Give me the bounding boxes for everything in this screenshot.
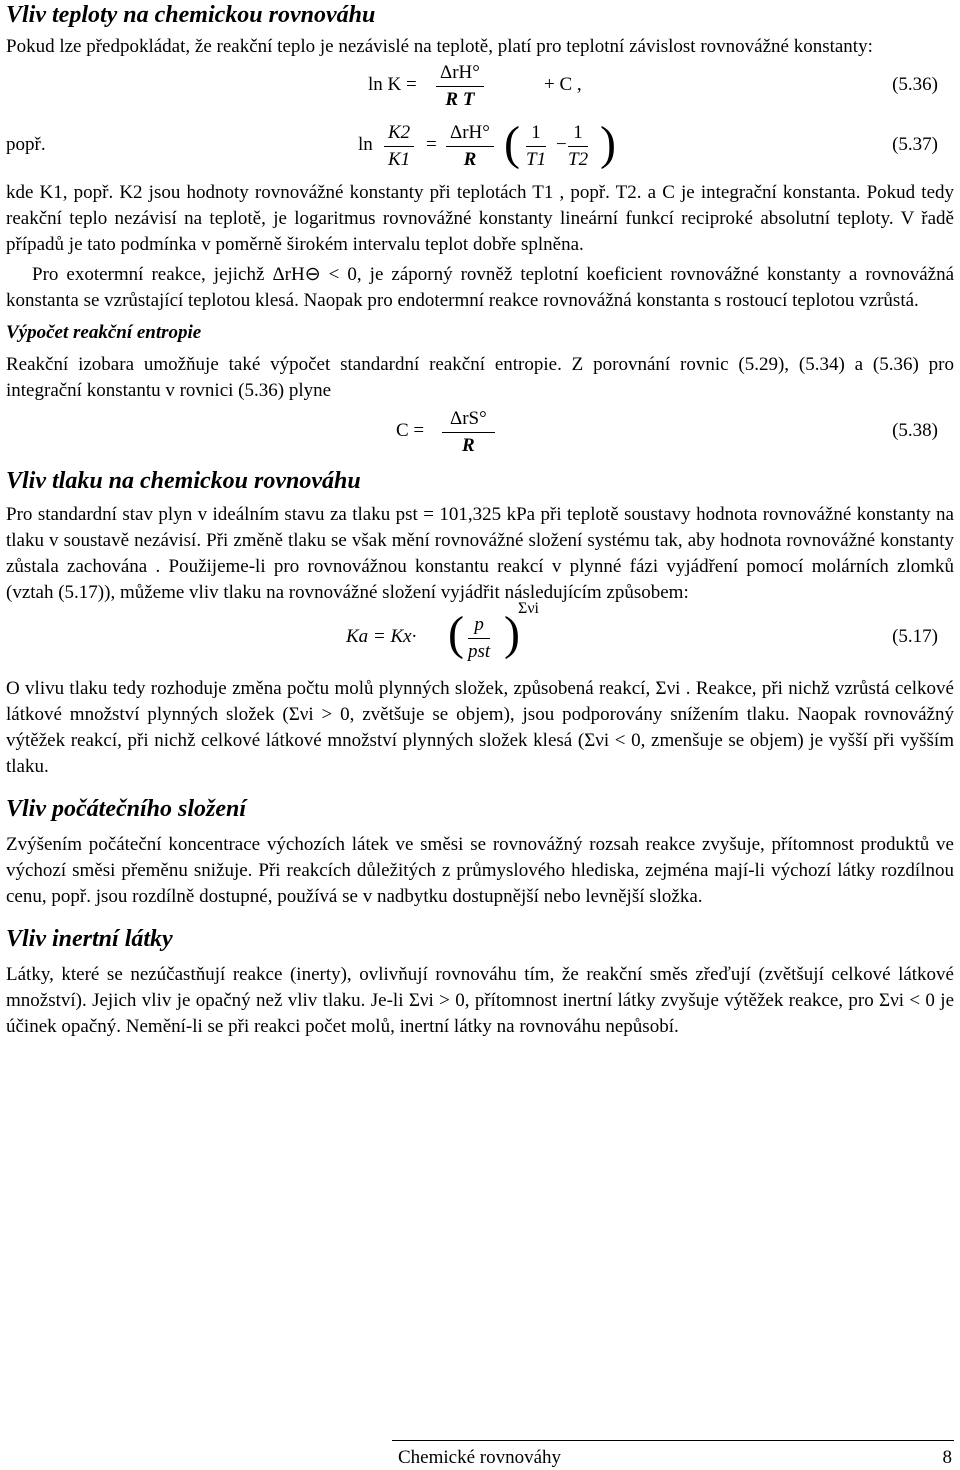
eq17-left-paren: ( [448,607,464,660]
eq17-lhs: Ka = Kx· [346,626,417,647]
eq37-t2-numerator: 1 [568,120,588,147]
eq17-denominator: pst [468,641,491,662]
eq36-number: (5.36) [892,74,938,95]
section-title-pressure: Vliv tlaku na chemickou rovnováhu [6,468,361,494]
equation-5-38 [6,404,954,464]
eq17-right-paren: ) [504,607,520,660]
eq37-k-bottom: K1 [388,149,411,170]
pressure-paragraph-1: Pro standardní stav plyn v ideálním stavu za tlaku pst = 101,325 kPa při teplotě soustavy hodnota rovnovážné konstanty na tlaku v soustavě nezávisí. Při změně tlaku se však mění rovnovážné složení systému tak, aby hodnota rovnovážné konstanty zůstala zachována . Použijeme-li pro rovnovážnou konstantu reakcí v plynné fázi vyjádření pomocí molárních zlomků (vztah (5.17)), můžeme vliv tlaku na rovnovážné složení vyjádřit následujícím způsobem: [6,504,954,603]
inert-paragraph: Látky, které se nezúčastňují reakce (inerty), ovlivňují rovnováhu tím, že reakční směs zřeďují (zvětšují celkové látkové množství). Jejich vliv je opačný než vliv tlaku. Je-li Σνi > 0, přítomnost inertní látky zvyšuje výtěžek reakce, pro Σνi < 0 je účinek opačný. Nemění-li se při reakci počet molů, inertní látky na rovnováhu nepůsobí. [6,964,954,1037]
eq36-numerator: ΔrH° [436,60,484,87]
section-title-temperature: Vliv teploty na chemickou rovnováhu [6,2,376,28]
eq17-numerator: p [468,612,490,639]
temperature-paragraph-2: Pro exotermní reakce, jejichž ΔrH⊖ < 0, je záporný rovněž teplotní koeficient rovnovážné konstanty a rovnovážná konstanta se vzrůstající teplotou klesá. Naopak pro endotermní reakce rovnovážná konstanta s rostoucí teplotou vzrůstá. [6,264,954,311]
eq37-denominator: R [463,149,477,170]
eq37-t1-fraction [526,120,546,173]
eq37-h-fraction [446,120,494,173]
eq38-lhs: C = [396,420,425,441]
temperature-paragraph-1: kde K1, popř. K2 jsou hodnoty rovnovážné konstanty při teplotách T1 , popř. T2. a C je integrační konstanta. Pokud tedy reakční teplo nezávisí na teplotě, je logaritmus rovnovážné konstanty lineární funkcí reciproké absolutní teploty. V řadě případů je tato podmínka v poměrně širokém intervalu teplot dobře splněna. [6,182,954,255]
eq38-number: (5.38) [892,420,938,441]
entropy-paragraph: Reakční izobara umožňuje také výpočet standardní reakční entropie. Z porovnání rovnic (5.29), (5.34) a (5.36) pro integrační konstantu v rovnici (5.36) plyne [6,354,954,401]
eq36-denominator: R T [445,89,475,110]
intro-paragraph: Pokud lze předpokládat, že reakční teplo je nezávislé na teplotě, platí pro teplotní závislost rovnovážné konstanty: [6,36,873,57]
document-page [6,0,954,1040]
pressure-paragraph-2: O vlivu tlaku tedy rozhoduje změna počtu molů plynných složek, způsobená reakcí, Σνi . Reakce, při nichž vzrůstá celkové látkové množství plynných složek (Σνi > 0, zvětšuje se objem), jsou podporovány snížením tlaku. Naopak rovnovážný výtěžek reakcí, při nichž celkové látkové množství plynných složek klesá (Σνi < 0, zmenšuje se objem) je vyšší při vyšším tlaku. [6,678,954,777]
section-title-inert: Vliv inertní látky [6,926,173,952]
eq37-right-paren: ) [600,117,616,170]
eq37-numerator: ΔrH° [446,120,494,147]
eq37-t1-numerator: 1 [526,120,546,147]
eq37-prefix: popř. [6,134,46,155]
eq37-ln: ln [358,134,373,155]
eq36-fraction [436,60,484,113]
section-title-entropy: Výpočet reakční entropie [6,322,202,343]
equation-5-17 [6,600,954,672]
eq37-k-fraction [384,120,414,173]
eq17-fraction [468,612,490,665]
equation-5-36 [6,60,954,118]
section-title-initial-composition: Vliv počátečního složení [6,796,246,822]
page-footer [392,1440,954,1469]
eq37-t2-fraction [568,120,588,173]
footer-document-name: Chemické rovnováhy [398,1447,562,1468]
eq36-rhs: + C , [544,74,582,95]
eq37-t1-denominator: T1 [526,149,547,170]
initial-composition-paragraph: Zvýšením počáteční koncentrace výchozích látek ve směsi se rovnovážný rozsah reakce zvyšuje, přítomnost produktů ve výchozí směsi přeměnu snižuje. Při reakcích důležitých z průmyslového hlediska, zejména mají-li výchozí látky rozdílnou cenu, popř. jsou rozdílně dostupné, používá se v nadbytku dostupnější nebo levnější složka. [6,834,954,907]
eq37-minus: − [556,134,567,155]
eq37-t2-denominator: T2 [568,149,589,170]
eq17-exponent: Σνi [518,600,539,617]
eq37-equals: = [426,134,437,155]
equation-5-37 [6,118,954,178]
eq38-numerator: ΔrS° [442,406,495,433]
eq37-left-paren: ( [504,117,520,170]
footer-page-number: 8 [942,1447,952,1468]
eq17-number: (5.17) [892,626,938,647]
eq37-k-top: K2 [384,120,414,147]
eq37-number: (5.37) [892,134,938,155]
eq38-denominator: R [462,435,475,456]
eq36-lhs: ln K = [368,74,417,95]
eq38-fraction [442,406,495,459]
